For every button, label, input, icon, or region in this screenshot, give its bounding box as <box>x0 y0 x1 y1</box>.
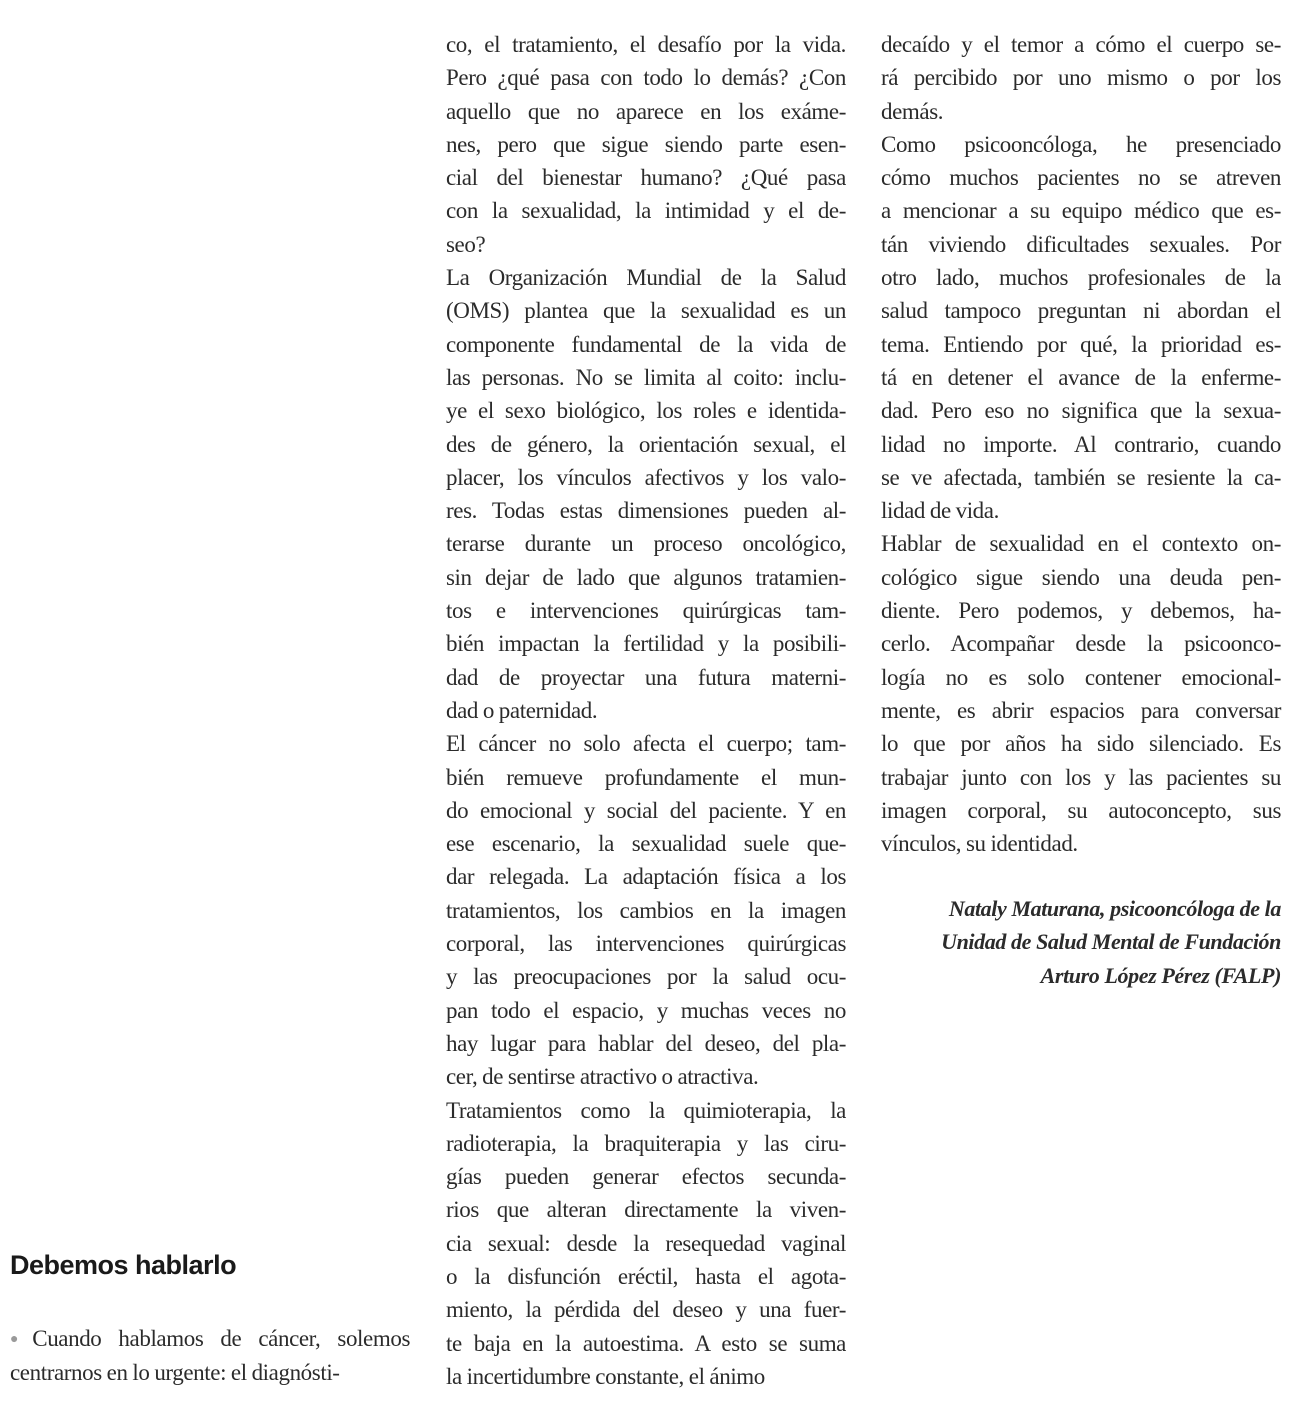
signature-line: Nataly Maturana, psicooncóloga de la <box>948 896 1281 921</box>
text-line: tán viviendo dificultades sexuales. Por <box>881 231 1281 257</box>
text-line: rios que alteran directamente la viven- <box>446 1197 846 1223</box>
text-line: y las preocupaciones por la salud ocu- <box>446 964 846 990</box>
text-line: terarse durante un proceso oncológico, <box>446 531 846 557</box>
signature-line: Arturo López Pérez (FALP) <box>1040 962 1281 988</box>
column-1 <box>10 1322 410 1390</box>
text-line: salud tampoco preguntan ni abordan el <box>881 298 1281 324</box>
text-line: otro lado, muchos profesionales de la <box>881 265 1281 291</box>
text-line: Pero ¿qué pasa con todo lo demás? ¿Con <box>446 65 846 91</box>
text-line: pan todo el espacio, y muchas veces no <box>446 997 846 1023</box>
text-line: cial del bienestar humano? ¿Qué pasa <box>446 165 846 191</box>
text-line: lidad de vida. <box>881 498 999 524</box>
text-line: tema. Entiendo por qué, la prioridad es- <box>881 331 1281 357</box>
text-line: con la sexualidad, la intimidad y el de- <box>446 198 846 224</box>
text-line: decaído y el temor a cómo el cuerpo se- <box>881 32 1281 57</box>
text-line: dad. Pero eso no significa que la sexua- <box>881 398 1281 424</box>
text-line: dad o paternidad. <box>446 697 598 723</box>
text-line: do emocional y social del paciente. Y en <box>446 797 846 823</box>
text-line: tos e intervenciones quirúrgicas tam- <box>446 598 846 624</box>
text-line: corporal, las intervenciones quirúrgicas <box>446 931 846 957</box>
text-line: seo? <box>446 231 486 257</box>
text-line: vínculos, su identidad. <box>881 831 1078 857</box>
author-signature <box>881 892 1281 992</box>
text-line: diente. Pero podemos, y debemos, ha- <box>881 598 1281 624</box>
text-line: El cáncer no solo afecta el cuerpo; tam- <box>446 731 846 757</box>
text-line: Hablar de sexualidad en el contexto on- <box>881 531 1281 557</box>
text-line: rá percibido por uno mismo o por los <box>881 65 1281 91</box>
text-line: tratamientos, los cambios en la imagen <box>446 897 846 923</box>
text-line: (OMS) plantea que la sexualidad es un <box>446 298 846 324</box>
text-line: dar relegada. La adaptación física a los <box>446 864 846 890</box>
text-line: a mencionar a su equipo médico que es- <box>881 198 1281 224</box>
column-3 <box>881 28 1281 860</box>
text-line: lidad no importe. Al contrario, cuando <box>881 431 1281 457</box>
text-line: cer, de sentirse atractivo o atractiva. <box>446 1064 759 1090</box>
text-line: Como psicooncóloga, he presenciado <box>881 131 1281 157</box>
text-line: ●Cuando hablamos de cáncer, solemos <box>10 1326 410 1351</box>
text-line: co, el tratamiento, el desafío por la vida. <box>446 32 846 57</box>
text-line: ese escenario, la sexualidad suele que- <box>446 831 846 857</box>
text-line: aquello que no aparece en los exáme- <box>446 98 846 124</box>
text-line: te baja en la autoestima. A esto se suma <box>446 1330 846 1356</box>
text-line: dad de proyectar una futura materni- <box>446 664 846 690</box>
column-2 <box>446 28 846 1393</box>
text-line: Tratamientos como la quimioterapia, la <box>446 1097 846 1123</box>
text-line: se ve afectada, también se resiente la ca- <box>881 464 1281 490</box>
text-line: trabajar junto con los y las pacientes su <box>881 764 1281 790</box>
text-line: cómo muchos pacientes no se atreven <box>881 165 1281 191</box>
text-line: La Organización Mundial de la Salud <box>446 265 846 291</box>
text-line: des de género, la orientación sexual, el <box>446 431 846 457</box>
text-line: centrarnos en lo urgente: el diagnósti- <box>10 1360 340 1386</box>
text-line: imagen corporal, su autoconcepto, sus <box>881 797 1281 823</box>
text-line: las personas. No se limita al coito: inclu- <box>446 364 846 390</box>
text-line: bién impactan la fertilidad y la posibili- <box>446 631 846 657</box>
text-line: gías pueden generar efectos secunda- <box>446 1164 846 1190</box>
text-line: bién remueve profundamente el mun- <box>446 764 846 790</box>
text-line: lo que por años ha sido silenciado. Es <box>881 731 1281 757</box>
text-line: logía no es solo contener emocional- <box>881 664 1281 690</box>
bullet-icon: ● <box>10 1332 31 1347</box>
text-line: miento, la pérdida del deseo y una fuer- <box>446 1297 846 1323</box>
text-line: res. Todas estas dimensiones pueden al- <box>446 498 846 524</box>
text-line: demás. <box>881 98 944 124</box>
text-line: o la disfunción eréctil, hasta el agota- <box>446 1263 846 1289</box>
signature-line: Unidad de Salud Mental de Fundación <box>941 929 1281 955</box>
text-line: hay lugar para hablar del deseo, del pla- <box>446 1030 846 1056</box>
text-line: mente, es abrir espacios para conversar <box>881 697 1281 723</box>
text-line: nes, pero que sigue siendo parte esen- <box>446 131 846 157</box>
text-line: sin dejar de lado que algunos tratamien- <box>446 564 846 590</box>
text-line: placer, los vínculos afectivos y los valo- <box>446 464 846 490</box>
text-line: ye el sexo biológico, los roles e identida- <box>446 398 846 424</box>
text-line: cia sexual: desde la resequedad vaginal <box>446 1230 846 1256</box>
text-line: la incertidumbre constante, el ánimo <box>446 1363 765 1389</box>
text-line: tá en detener el avance de la enferme- <box>881 364 1281 390</box>
text-line: radioterapia, la braquiterapia y las ciru- <box>446 1130 846 1156</box>
article-headline: Debemos hablarlo <box>10 1250 237 1280</box>
text-line: cerlo. Acompañar desde la psicoonco- <box>881 631 1281 657</box>
text-line: cológico sigue siendo una deuda pen- <box>881 564 1281 590</box>
text-line: componente fundamental de la vida de <box>446 331 846 357</box>
